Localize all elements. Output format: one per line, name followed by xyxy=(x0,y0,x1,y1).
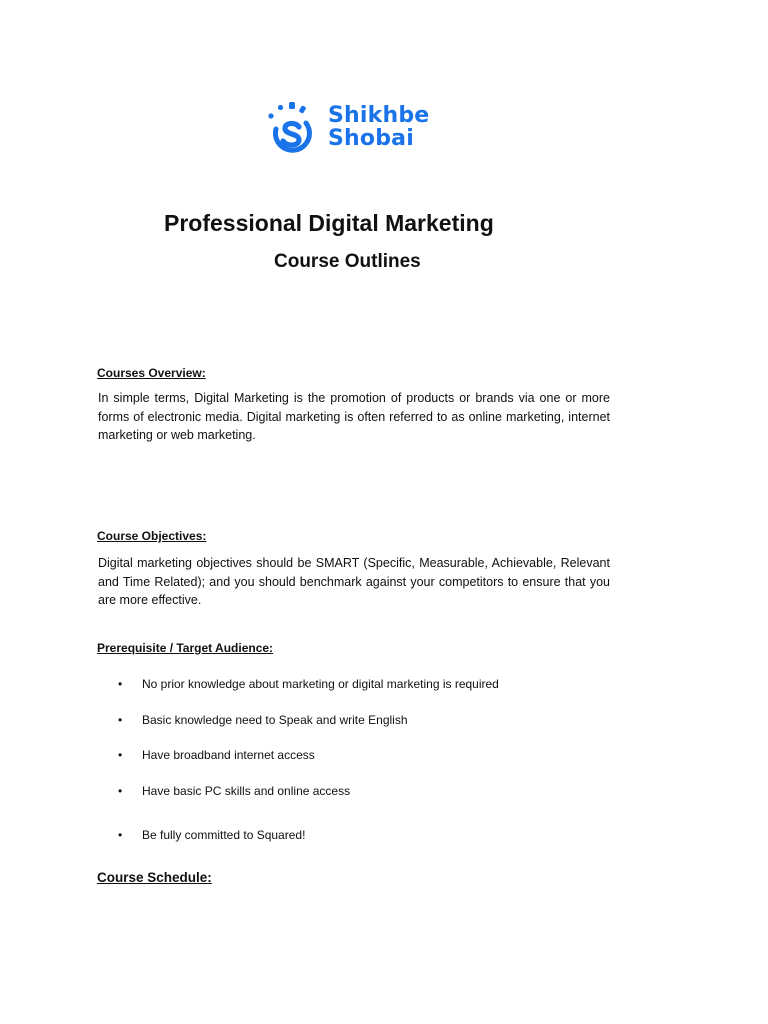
document-subtitle: Course Outlines xyxy=(274,251,421,272)
brand-name-line2: Shobai xyxy=(328,126,414,151)
brand-name xyxy=(328,105,429,151)
list-item-text: Be fully committed to Squared! xyxy=(142,828,306,842)
list-item-text: Have basic PC skills and online access xyxy=(142,784,351,798)
bullet-icon: • xyxy=(118,784,123,798)
list-item-text: Basic knowledge need to Speak and write English xyxy=(142,713,408,727)
bullet-icon: • xyxy=(118,748,123,762)
objectives-heading: Course Objectives: xyxy=(97,529,207,543)
bullet-icon: • xyxy=(118,828,123,842)
bullet-icon: • xyxy=(118,713,123,727)
bullet-icon: • xyxy=(118,677,123,691)
brand-name-line1: Shikhbe xyxy=(328,103,430,128)
objectives-text: Digital marketing objectives should be SMART (Specific, Measurable, Achievable, Relevant and Time Related); and you should benchmark against your competitors to ensure that you are more effective. xyxy=(98,556,610,607)
brand-logo xyxy=(266,101,446,157)
document-title: Professional Digital Marketing xyxy=(164,210,494,236)
list-item-text: Have broadband internet access xyxy=(142,748,315,762)
overview-text: In simple terms, Digital Marketing is the promotion of products or brands via one or more forms of electronic media. Digital marketing is often referred to as online marketing, internet marketing or web marketing. xyxy=(98,391,610,442)
schedule-heading: Course Schedule: xyxy=(97,870,212,885)
list-item-text: No prior knowledge about marketing or digital marketing is required xyxy=(142,677,499,691)
prerequisites-heading: Prerequisite / Target Audience: xyxy=(97,641,274,655)
overview-heading: Courses Overview: xyxy=(97,366,206,380)
shikhbe-shobai-logo-icon xyxy=(266,101,318,155)
